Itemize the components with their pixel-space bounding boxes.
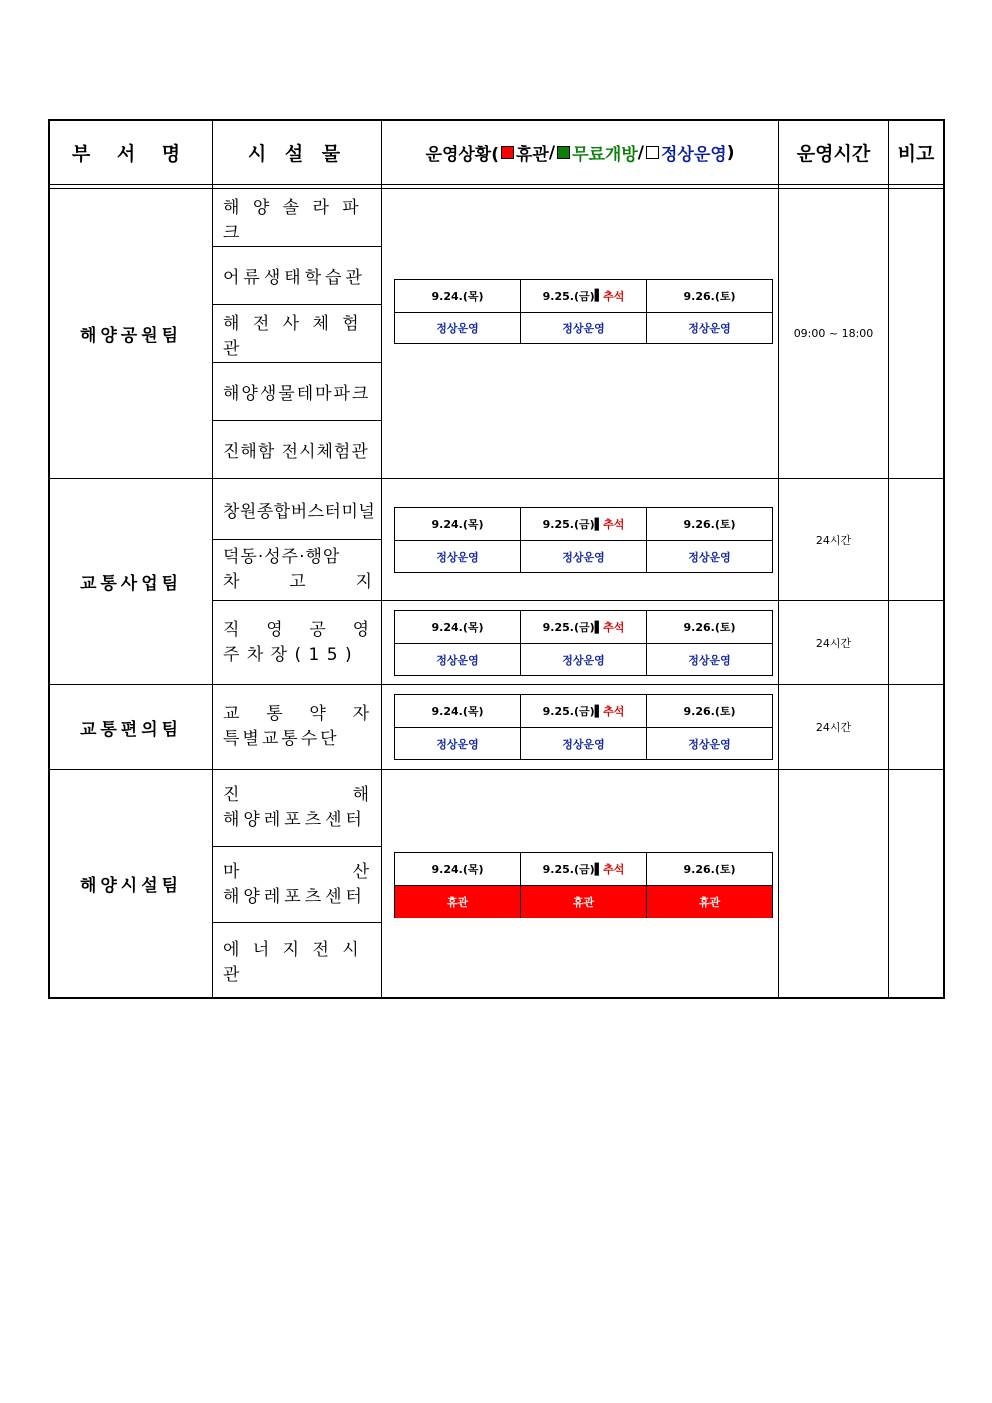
hours-transport-convenience: 24시간 bbox=[815, 721, 852, 734]
status-cell: 정상운영 bbox=[436, 551, 479, 564]
legend-closed: 휴관 bbox=[515, 145, 549, 165]
status-value-row bbox=[395, 312, 772, 345]
legend-free: 무료개방 bbox=[572, 145, 638, 165]
legend-free-swatch bbox=[557, 146, 570, 159]
status-cell-closed: 휴관 bbox=[520, 886, 646, 918]
header-remarks: 비고 bbox=[897, 143, 935, 165]
status-cell: 정상운영 bbox=[646, 728, 772, 760]
status-table-transport-2 bbox=[394, 610, 773, 676]
status-cell: 정상운영 bbox=[436, 738, 479, 751]
hours-transport-2: 24시간 bbox=[815, 636, 852, 650]
status-cell: 정상운영 bbox=[520, 313, 646, 345]
date-cell: 9.26.(토) bbox=[646, 508, 772, 540]
header-hours: 운영시간 bbox=[796, 143, 871, 165]
header-facility: 시 설 물 bbox=[247, 143, 347, 165]
status-cell-closed: 휴관 bbox=[395, 886, 520, 918]
status-cell: 정상운영 bbox=[520, 644, 646, 676]
facility-garage: 덕동·성주·행암 차 고 지 bbox=[223, 547, 373, 592]
legend-closed-swatch bbox=[501, 146, 514, 159]
date-cell: 9.25.(금) ▌ 추석 bbox=[520, 695, 646, 727]
status-cell: 정상운영 bbox=[646, 541, 772, 573]
header-dept: 부 서 명 bbox=[71, 143, 191, 165]
date-cell: 9.24.(목) bbox=[431, 289, 484, 303]
date-cell: 9.25.(금) ▌ 추석 bbox=[520, 280, 646, 312]
status-date-row bbox=[395, 611, 772, 643]
status-value-row bbox=[395, 727, 772, 760]
facility-special-transport: 교 통 약 자 특별교통수단 bbox=[223, 704, 373, 749]
facility-jinhae-ship: 진해함 전시체험관 bbox=[223, 442, 369, 462]
dept-marine-facility: 해양시설팀 bbox=[79, 876, 183, 896]
status-cell: 정상운영 bbox=[646, 313, 772, 345]
facility-energy-hall: 에 너 지 전 시 관 bbox=[223, 940, 363, 985]
status-value-row bbox=[395, 885, 772, 918]
dept-marine-park: 해양공원팀 bbox=[79, 326, 183, 346]
facility-public-parking: 직 영 공 영 주 차 장 ( 1 5 ) bbox=[223, 619, 373, 665]
legend-normal-swatch bbox=[646, 146, 659, 159]
date-cell: 9.26.(토) bbox=[646, 695, 772, 727]
date-cell: 9.26.(토) bbox=[646, 853, 772, 885]
date-cell: 9.25.(금) ▌ 추석 bbox=[520, 853, 646, 885]
status-cell: 정상운영 bbox=[520, 728, 646, 760]
facility-marine-theme-park: 해양생물테마파크 bbox=[223, 384, 371, 404]
facility-bus-terminal: 창원종합버스터미널 bbox=[223, 501, 376, 522]
date-cell: 9.24.(목) bbox=[431, 705, 484, 718]
status-cell: 정상운영 bbox=[520, 541, 646, 573]
facility-solar-park: 해 양 솔 라 파 크 bbox=[223, 197, 363, 243]
date-cell: 9.25.(금) ▌ 추석 bbox=[520, 508, 646, 540]
status-date-row bbox=[395, 853, 772, 885]
date-cell: 9.26.(토) bbox=[646, 611, 772, 643]
status-cell: 정상운영 bbox=[436, 654, 479, 667]
dept-transport-convenience: 교통편의팀 bbox=[79, 719, 183, 740]
header-status: 운영상황( 휴관 / 무료개방 / 정상운영 ) bbox=[382, 121, 778, 184]
status-table-marine-facility bbox=[394, 852, 773, 918]
status-cell-closed: 휴관 bbox=[646, 886, 772, 918]
hours-marine-park: 09:00 ~ 18:00 bbox=[793, 327, 874, 340]
status-cell: 정상운영 bbox=[436, 322, 479, 336]
status-date-row bbox=[395, 280, 772, 312]
date-cell: 9.24.(목) bbox=[431, 518, 484, 531]
facility-naval-battle: 해 전 사 체 험 관 bbox=[223, 313, 363, 359]
status-table-marine-park bbox=[394, 279, 773, 344]
status-value-row bbox=[395, 643, 772, 676]
dept-transport-business: 교통사업팀 bbox=[79, 574, 183, 594]
status-cell: 정상운영 bbox=[646, 644, 772, 676]
status-date-row bbox=[395, 508, 772, 540]
date-cell: 9.24.(목) bbox=[431, 863, 484, 876]
status-table-transport-1 bbox=[394, 507, 773, 573]
date-cell: 9.24.(목) bbox=[431, 621, 484, 634]
legend-normal: 정상운영 bbox=[660, 145, 727, 165]
hours-transport-1: 24시간 bbox=[815, 533, 852, 547]
facility-jinhae-leports: 진 해 해양레포츠센터 bbox=[223, 785, 373, 830]
status-value-row bbox=[395, 540, 772, 573]
facility-masan-leports: 마 산 해양레포츠센터 bbox=[223, 861, 373, 907]
date-cell: 9.26.(토) bbox=[646, 280, 772, 312]
status-table-transport-convenience bbox=[394, 694, 773, 760]
status-date-row bbox=[395, 695, 772, 727]
date-cell: 9.25.(금) ▌ 추석 bbox=[520, 611, 646, 643]
facility-fish-ecology: 어류생태학습관 bbox=[223, 268, 366, 288]
